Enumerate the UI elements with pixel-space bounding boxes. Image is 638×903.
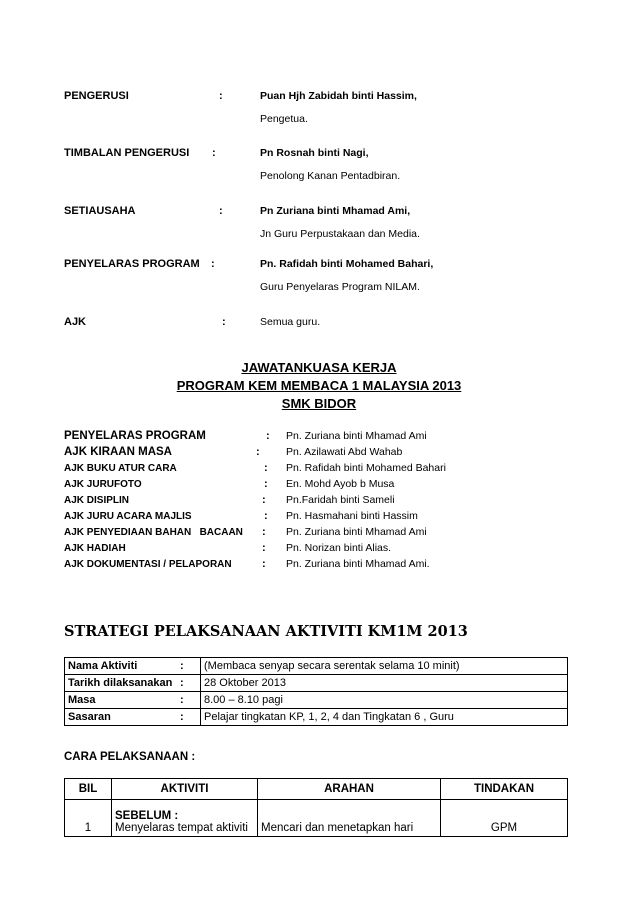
list-item-name: Pn.Faridah binti Sameli <box>286 494 395 506</box>
cell-arahan: Mencari dan menetapkan hari <box>258 800 441 837</box>
committee-name: Semua guru. <box>260 316 321 328</box>
list-item-name: Pn. Norizan binti Alias. <box>286 542 392 554</box>
committee-name: Puan Hjh Zabidah binti Hassim, <box>260 90 417 102</box>
table-label-cell <box>65 658 201 675</box>
aktiviti-text: Menyelaras tempat aktiviti <box>115 822 248 834</box>
committee-name: Pn. Rafidah binti Mohamed Bahari, <box>260 258 434 270</box>
committee-name: Pn Rosnah binti Nagi, <box>260 147 369 159</box>
table-row <box>65 658 568 675</box>
cell-label: Masa <box>68 694 96 706</box>
colon: : <box>264 510 268 522</box>
work-committee-title: JAWATANKUASA KERJA <box>241 360 397 375</box>
colon: : <box>211 258 215 270</box>
colon: : <box>219 205 223 217</box>
colon: : <box>180 694 184 706</box>
list-item-role: AJK JURUFOTO <box>64 479 142 490</box>
header-bil: BIL <box>65 779 112 800</box>
colon: : <box>180 660 184 672</box>
colon: : <box>212 147 216 159</box>
committee-role: PENGERUSI <box>64 90 129 102</box>
cell-value: (Membaca senyap secara serentak selama 10 minit) <box>201 658 568 675</box>
list-item-name: Pn. Zuriana binti Mhamad Ami <box>286 430 427 442</box>
colon: : <box>180 677 184 689</box>
list-item-name: Pn. Zuriana binti Mhamad Ami <box>286 526 427 538</box>
colon: : <box>180 711 184 723</box>
aktiviti-heading: SEBELUM : <box>115 810 179 822</box>
cell-tindakan: GPM <box>441 800 568 837</box>
table-row <box>65 709 568 726</box>
committee-position: Pengetua. <box>260 113 308 125</box>
work-committee-program: PROGRAM KEM MEMBACA 1 MALAYSIA 2013 <box>176 378 462 393</box>
list-item-role: AJK HADIAH <box>64 543 126 554</box>
strategy-title: STRATEGI PELAKSANAAN AKTIVITI KM1M 2013 <box>64 623 468 640</box>
header-aktiviti: AKTIVITI <box>112 779 258 800</box>
list-item-name: Pn. Zuriana binti Mhamad Ami. <box>286 558 430 570</box>
list-item-role: AJK BUKU ATUR CARA <box>64 463 177 474</box>
colon: : <box>262 542 266 554</box>
table-label-cell <box>65 692 201 709</box>
list-item-name: Pn. Rafidah binti Mohamed Bahari <box>286 462 446 474</box>
list-item-role: AJK PENYEDIAAN BAHAN BACAAN <box>64 527 243 538</box>
table-label-cell <box>65 675 201 692</box>
header-arahan: ARAHAN <box>258 779 441 800</box>
committee-position: Guru Penyelaras Program NILAM. <box>260 281 420 293</box>
cell-value: Pelajar tingkatan KP, 1, 2, 4 dan Tingkatan 6 , Guru <box>201 709 568 726</box>
header-tindakan: TINDAKAN <box>441 779 568 800</box>
committee-role: SETIAUSAHA <box>64 205 136 217</box>
colon: : <box>266 430 270 442</box>
table-header-row <box>65 779 568 800</box>
list-item-name: Pn. Azilawati Abd Wahab <box>286 446 403 458</box>
colon: : <box>262 558 266 570</box>
list-item-role: PENYELARAS PROGRAM <box>64 430 206 442</box>
cara-heading: CARA PELAKSANAAN : <box>64 751 196 763</box>
colon: : <box>264 478 268 490</box>
colon: : <box>262 494 266 506</box>
committee-role: TIMBALAN PENGERUSI <box>64 147 190 159</box>
list-item-role: AJK KIRAAN MASA <box>64 446 172 458</box>
cell-label: Tarikh dilaksanakan <box>68 677 173 689</box>
list-item-name: En. Mohd Ayob b Musa <box>286 478 395 490</box>
colon: : <box>222 316 226 328</box>
committee-role: PENYELARAS PROGRAM <box>64 258 200 270</box>
cell-aktiviti <box>112 800 258 837</box>
colon: : <box>262 526 266 538</box>
work-committee-school: SMK BIDOR <box>281 396 357 411</box>
cara-table <box>64 778 568 837</box>
cell-value: 28 Oktober 2013 <box>201 675 568 692</box>
table-row <box>65 692 568 709</box>
list-item-role: AJK JURU ACARA MAJLIS <box>64 511 192 522</box>
colon: : <box>264 462 268 474</box>
colon: : <box>219 90 223 102</box>
cell-label: Sasaran <box>68 711 111 723</box>
strategy-table <box>64 657 568 726</box>
cell-bil: 1 <box>65 800 112 837</box>
table-label-cell <box>65 709 201 726</box>
list-item-name: Pn. Hasmahani binti Hassim <box>286 510 418 522</box>
cell-value: 8.00 – 8.10 pagi <box>201 692 568 709</box>
list-item-role: AJK DOKUMENTASI / PELAPORAN <box>64 559 232 570</box>
committee-role: AJK <box>64 316 87 328</box>
cell-label: Nama Aktiviti <box>68 660 138 672</box>
colon: : <box>256 446 260 458</box>
list-item-role: AJK DISIPLIN <box>64 495 130 506</box>
table-row <box>65 675 568 692</box>
committee-position: Penolong Kanan Pentadbiran. <box>260 170 401 182</box>
committee-position: Jn Guru Perpustakaan dan Media. <box>260 228 420 240</box>
table-row <box>65 800 568 837</box>
committee-name: Pn Zuriana binti Mhamad Ami, <box>260 205 411 217</box>
